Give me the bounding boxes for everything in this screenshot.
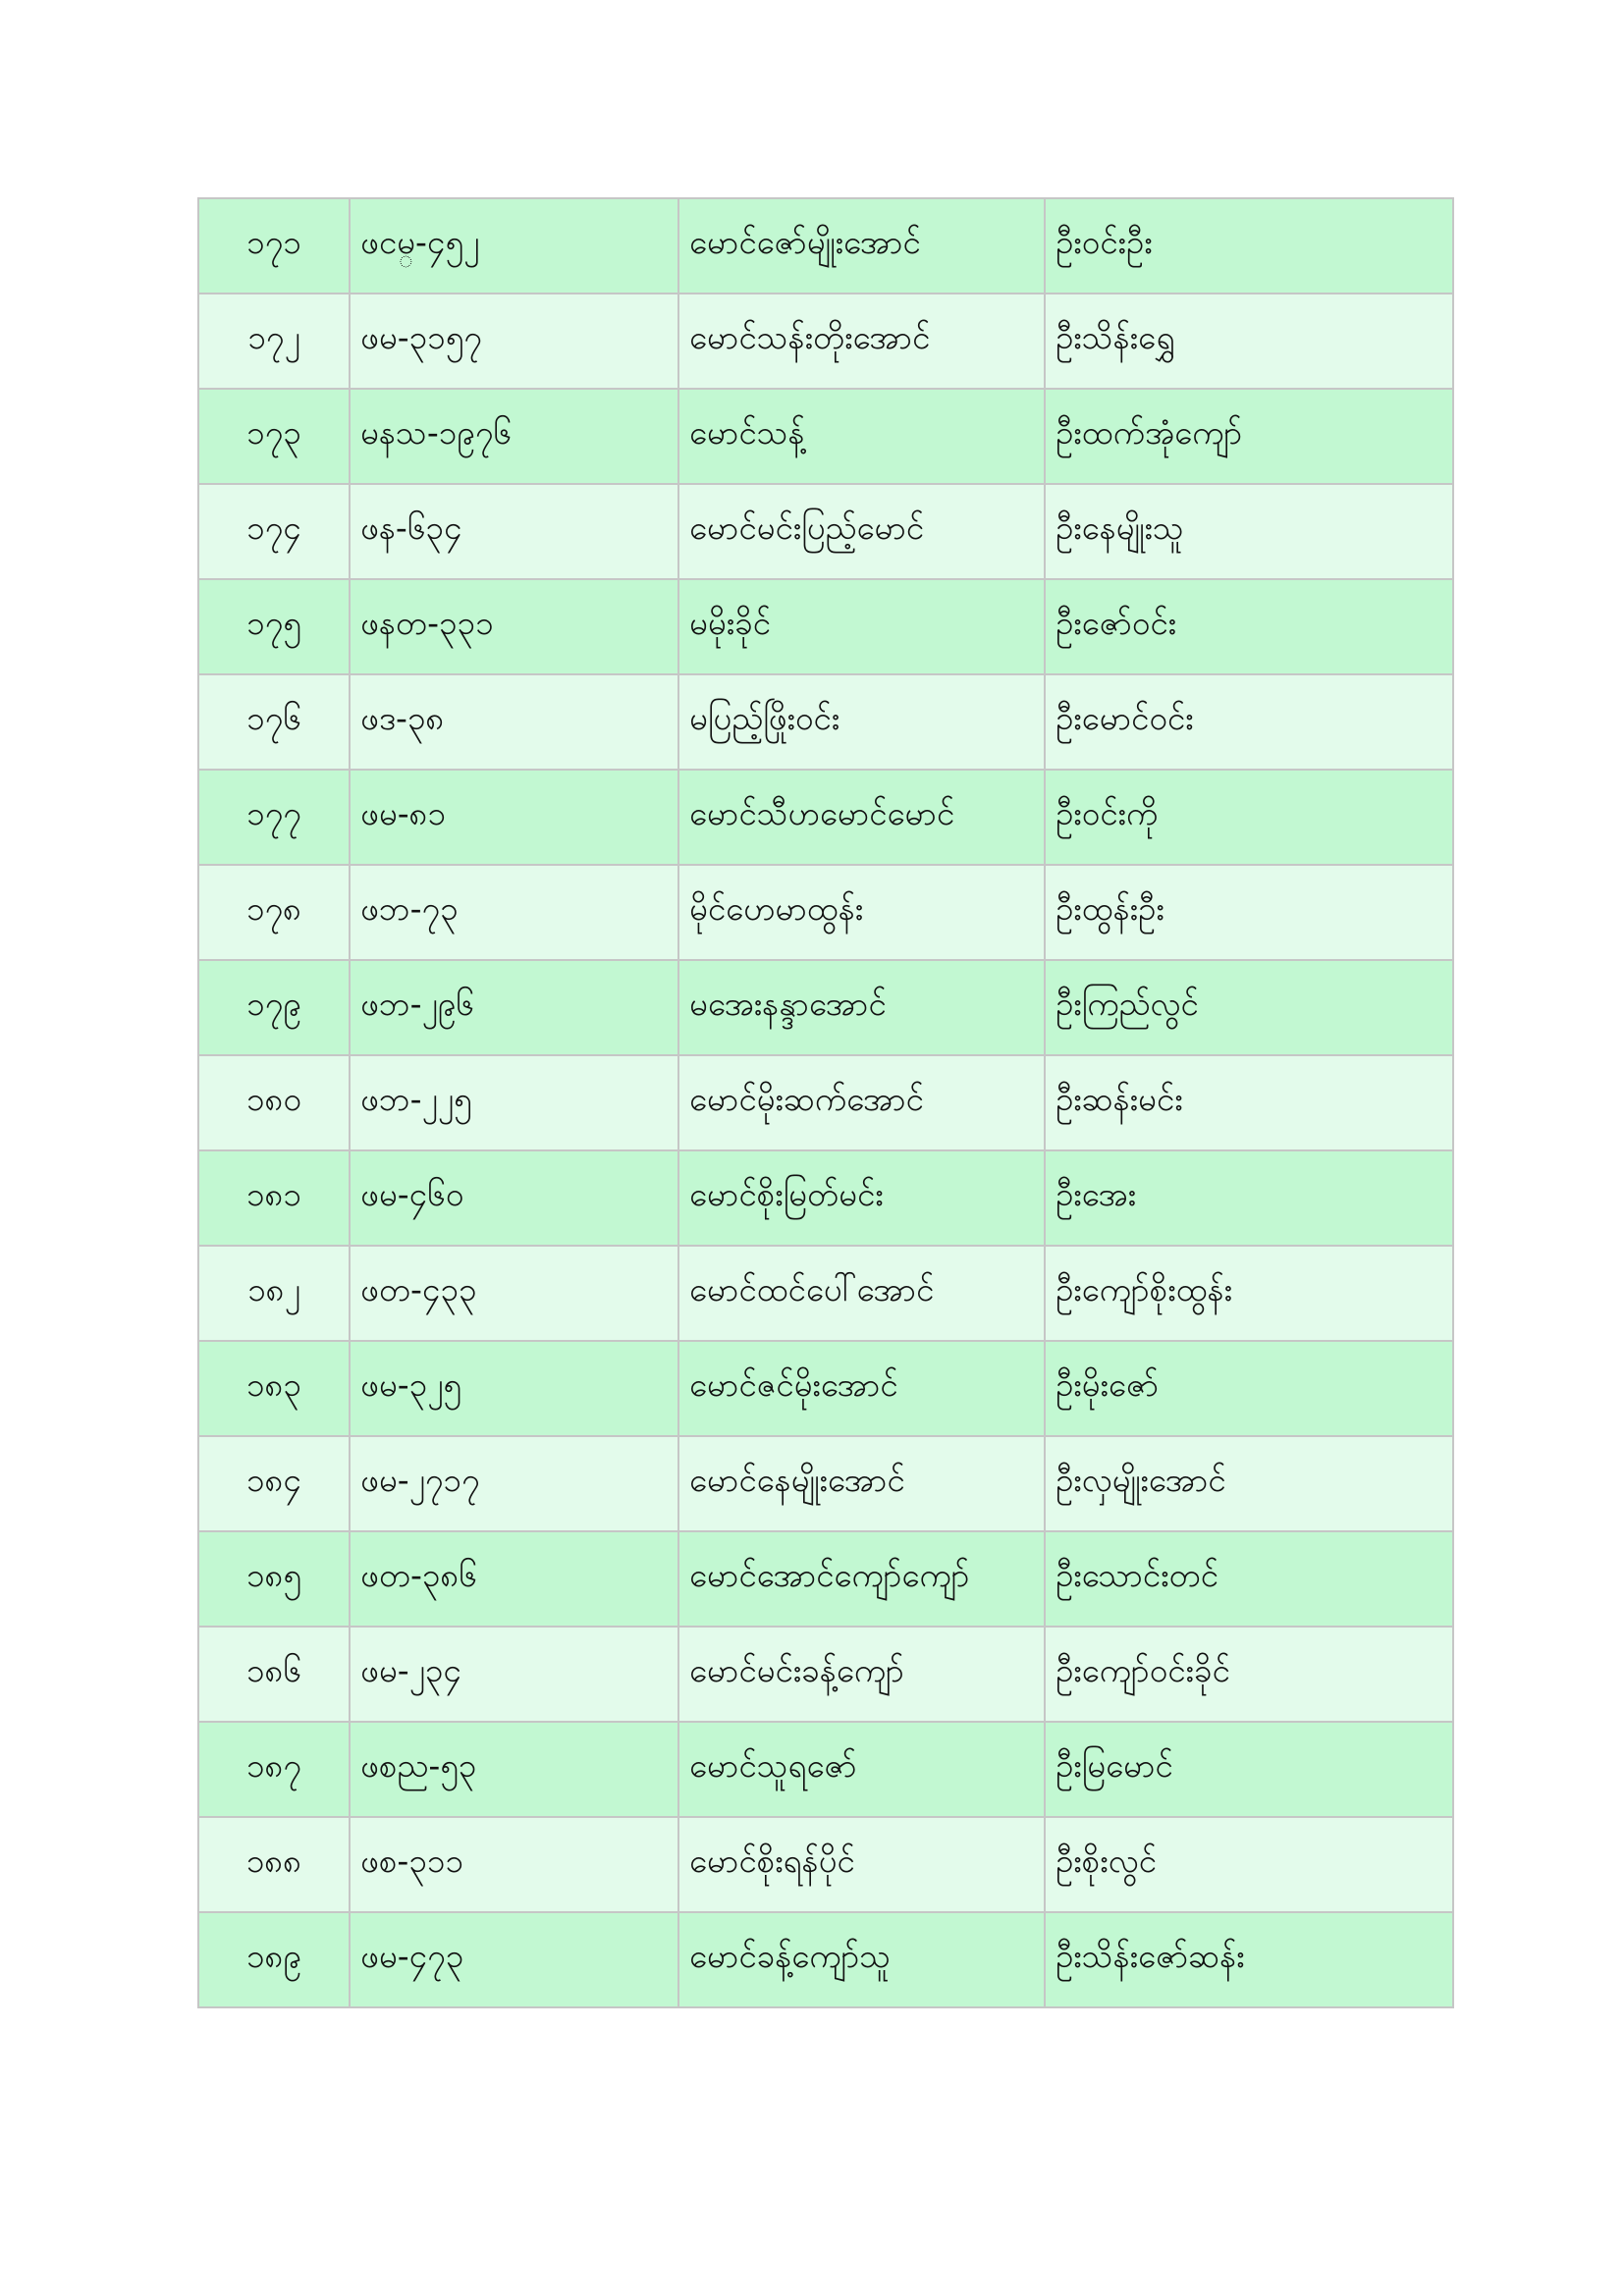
student-name-cell: မမိုးခိုင် <box>678 579 1045 674</box>
student-table <box>197 197 1454 2008</box>
table-row <box>198 198 1453 294</box>
roll-id-cell: ဖဘ-၇၃ <box>350 865 678 960</box>
row-number-cell: ၁၇၅ <box>198 579 350 674</box>
father-name-cell: ဦးဇော်ဝင်း <box>1045 579 1453 674</box>
roll-id-cell: ဖမ-၃၂၅ <box>350 1341 678 1436</box>
roll-id-cell: ဖမ-၈၁ <box>350 770 678 865</box>
table-row <box>198 1341 1453 1436</box>
row-number-cell: ၁၈၁ <box>198 1150 350 1246</box>
roll-id-cell: ဖစ-၃၁၁ <box>350 1817 678 1912</box>
father-name-cell: ဦးစိုးလွင် <box>1045 1817 1453 1912</box>
roll-id-cell: ဖစည-၅၃ <box>350 1722 678 1817</box>
father-name-cell: ဦးမောင်ဝင်း <box>1045 674 1453 770</box>
student-name-cell: မပြည့်ဖြိုးဝင်း <box>678 674 1045 770</box>
father-name-cell: ဦးသိန်းဇော်ဆန်း <box>1045 1912 1453 2007</box>
father-name-cell: ဦးမြမောင် <box>1045 1722 1453 1817</box>
student-name-cell: မောင်သန်းတိုးအောင် <box>678 294 1045 389</box>
table-row <box>198 1531 1453 1627</box>
table-row <box>198 960 1453 1055</box>
student-name-cell: မအေးနန္ဒာအောင် <box>678 960 1045 1055</box>
roll-id-cell: ဖငမ္-၄၅၂ <box>350 198 678 294</box>
table-row <box>198 579 1453 674</box>
father-name-cell: ဦးသောင်းတင် <box>1045 1531 1453 1627</box>
row-number-cell: ၁၈၆ <box>198 1627 350 1722</box>
row-number-cell: ၁၇၈ <box>198 865 350 960</box>
roll-id-cell: ဖမ-၂၇၁၇ <box>350 1436 678 1531</box>
father-name-cell: ဦးမိုးဇော် <box>1045 1341 1453 1436</box>
row-number-cell: ၁၈၈ <box>198 1817 350 1912</box>
roll-id-cell: မနသ-၁၉၇၆ <box>350 389 678 484</box>
row-number-cell: ၁၈၅ <box>198 1531 350 1627</box>
row-number-cell: ၁၈၉ <box>198 1912 350 2007</box>
row-number-cell: ၁၇၉ <box>198 960 350 1055</box>
student-name-cell: မိုင်ဟေမာထွန်း <box>678 865 1045 960</box>
table-row <box>198 674 1453 770</box>
roll-id-cell: ဖမ-၄၇၃ <box>350 1912 678 2007</box>
table-row <box>198 770 1453 865</box>
father-name-cell: ဦးကြည်လွင် <box>1045 960 1453 1055</box>
student-name-cell: မောင်နေမျိုးအောင် <box>678 1436 1045 1531</box>
roll-id-cell: ဖတ-၃၈၆ <box>350 1531 678 1627</box>
roll-id-cell: ဖမ-၂၃၄ <box>350 1627 678 1722</box>
table-row <box>198 1627 1453 1722</box>
father-name-cell: ဦးဆန်းမင်း <box>1045 1055 1453 1150</box>
table-body <box>198 198 1453 2007</box>
student-name-cell: မောင်စိုးမြတ်မင်း <box>678 1150 1045 1246</box>
father-name-cell: ဦးထက်အုံကျော် <box>1045 389 1453 484</box>
row-number-cell: ၁၈၃ <box>198 1341 350 1436</box>
father-name-cell: ဦးဝင်းကို <box>1045 770 1453 865</box>
student-name-cell: မောင်ခန့်ကျော်သူ <box>678 1912 1045 2007</box>
table-row <box>198 484 1453 579</box>
student-name-cell: မောင်မင်းခန့်ကျော် <box>678 1627 1045 1722</box>
row-number-cell: ၁၇၁ <box>198 198 350 294</box>
roll-id-cell: ဖနတ-၃၃၁ <box>350 579 678 674</box>
row-number-cell: ၁၇၆ <box>198 674 350 770</box>
father-name-cell: ဦးကျော်စိုးထွန်း <box>1045 1246 1453 1341</box>
table-row <box>198 1912 1453 2007</box>
father-name-cell: ဦးထွန်းဦး <box>1045 865 1453 960</box>
father-name-cell: ဦးသိန်းရွှေ <box>1045 294 1453 389</box>
roll-id-cell: ဖန-၆၃၄ <box>350 484 678 579</box>
table-row <box>198 389 1453 484</box>
roll-id-cell: ဖဘ-၂၂၅ <box>350 1055 678 1150</box>
row-number-cell: ၁၇၄ <box>198 484 350 579</box>
student-name-cell: မောင်သီဟမောင်မောင် <box>678 770 1045 865</box>
roll-id-cell: ဖတ-၄၃၃ <box>350 1246 678 1341</box>
roll-id-cell: ဖဘ-၂၉၆ <box>350 960 678 1055</box>
row-number-cell: ၁၈၀ <box>198 1055 350 1150</box>
student-name-cell: မောင်ထင်ပေါ်အောင် <box>678 1246 1045 1341</box>
student-name-cell: မောင်ဇော်မျိုးအောင် <box>678 198 1045 294</box>
student-name-cell: မောင်ဇင်မိုးအောင် <box>678 1341 1045 1436</box>
table-row <box>198 1722 1453 1817</box>
row-number-cell: ၁၇၃ <box>198 389 350 484</box>
father-name-cell: ဦးအေး <box>1045 1150 1453 1246</box>
table-row <box>198 1246 1453 1341</box>
father-name-cell: ဦးကျော်ဝင်းခိုင် <box>1045 1627 1453 1722</box>
row-number-cell: ၁၇၂ <box>198 294 350 389</box>
row-number-cell: ၁၈၂ <box>198 1246 350 1341</box>
row-number-cell: ၁၇၇ <box>198 770 350 865</box>
student-name-cell: မောင်အောင်ကျော်ကျော် <box>678 1531 1045 1627</box>
table-row <box>198 1150 1453 1246</box>
student-name-cell: မောင်စိုးရန်ပိုင် <box>678 1817 1045 1912</box>
table-row <box>198 1436 1453 1531</box>
table-row <box>198 1817 1453 1912</box>
table-row <box>198 294 1453 389</box>
roll-id-cell: ဖမ-၃၁၅၇ <box>350 294 678 389</box>
table-row <box>198 865 1453 960</box>
roll-id-cell: ဖဒ-၃၈ <box>350 674 678 770</box>
father-name-cell: ဦးလှမျိုးအောင် <box>1045 1436 1453 1531</box>
student-name-cell: မောင်သန့် <box>678 389 1045 484</box>
student-name-cell: မောင်မင်းပြည့်မောင် <box>678 484 1045 579</box>
roll-id-cell: ဖမ-၄၆၀ <box>350 1150 678 1246</box>
father-name-cell: ဦးဝင်းဦး <box>1045 198 1453 294</box>
row-number-cell: ၁၈၇ <box>198 1722 350 1817</box>
table-row <box>198 1055 1453 1150</box>
student-name-cell: မောင်မိုးဆက်အောင် <box>678 1055 1045 1150</box>
row-number-cell: ၁၈၄ <box>198 1436 350 1531</box>
father-name-cell: ဦးနေမျိုးသူ <box>1045 484 1453 579</box>
student-name-cell: မောင်သူရဇော် <box>678 1722 1045 1817</box>
